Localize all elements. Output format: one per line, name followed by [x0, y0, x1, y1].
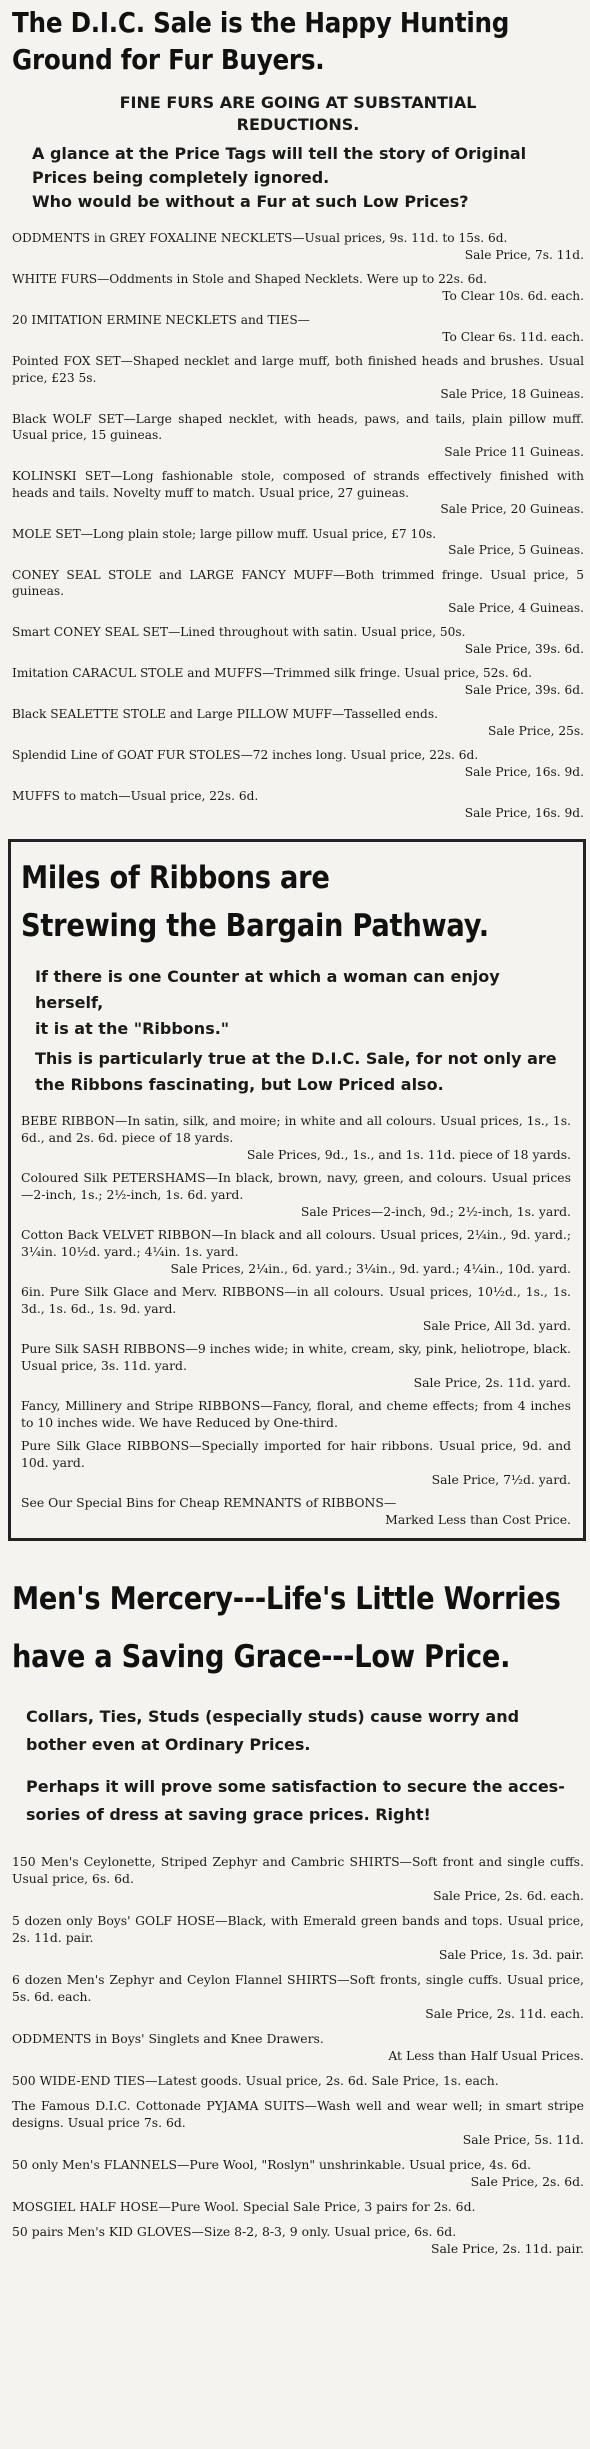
ribbons-intro-line-1: If there is one Counter at which a woman can enjoy herself,: [35, 967, 500, 1012]
mercery-headline-line-2: have a Saving Grace---Low Price.: [12, 1639, 511, 1675]
list-item: 6 dozen Men's Zephyr and Ceylon Flannel SHIRTS—Soft fronts, single cuffs. Usual price, 5s. 6d. each. Sale Price, 2s. 11d. each.: [12, 1972, 584, 2021]
list-item: Cotton Back VELVET RIBBON—In black and all colours. Usual prices, 2¼in., 9d. yard.; 3¼in. 10½d. yard.; 4¼in. 1s. yard. Sale Prices, 2¼in., 6d. yard.; 3¼in., 9d. yard.; 4¼in., 10d. yard.: [21, 1227, 571, 1276]
sale-price: Sale Price 11 Guineas.: [444, 444, 584, 459]
sale-price: Sale Price, 2s. 6d.: [470, 2174, 584, 2189]
list-item: Coloured Silk PETERSHAMS—In black, brown, navy, green, and colours. Usual prices—2-inch, 1s.; 2½-inch, 1s. 6d. yard. Sale Prices—2-inch, 9d.; 2½-inch, 1s. yard.: [21, 1170, 571, 1219]
sale-price: Marked Less than Cost Price.: [385, 1512, 571, 1527]
list-item: Imitation CARACUL STOLE and MUFFS—Trimmed silk fringe. Usual price, 52s. 6d. Sale Price, 39s. 6d.: [12, 666, 584, 697]
list-item: Pointed FOX SET—Shaped necklet and large muff, both finished heads and brushes. Usual price, £23 5s. Sale Price, 18 Guineas.: [12, 354, 584, 401]
furs-item-list: [12, 230, 584, 821]
sale-price: To Clear 10s. 6d. each.: [442, 288, 584, 303]
ribbons-intro-line-4: the Ribbons fascinating, but Low Priced also.: [35, 1075, 444, 1094]
mercery-item-list: [12, 1853, 584, 2257]
list-item: WHITE FURS—Oddments in Stole and Shaped Necklets. Were up to 22s. 6d. To Clear 10s. 6d. each.: [12, 272, 584, 303]
sale-price: Sale Price, 7s. 11d.: [464, 247, 584, 262]
ribbons-headline-line-2: Strewing the Bargain Pathway.: [21, 908, 489, 944]
list-item: Splendid Line of GOAT FUR STOLES—72 inches long. Usual price, 22s. 6d. Sale Price, 16s. 9d.: [12, 748, 584, 779]
sale-price: Sale Price, All 3d. yard.: [422, 1318, 571, 1333]
sale-price: Sale Price, 2s. 11d. each.: [425, 2006, 584, 2021]
list-item: Black SEALETTE STOLE and Large PILLOW MUFF—Tasselled ends. Sale Price, 25s.: [12, 707, 584, 738]
sale-price: Sale Prices, 2¼in., 6d. yard.; 3¼in., 9d. yard.; 4¼in., 10d. yard.: [170, 1261, 571, 1276]
list-item: ODDMENTS in Boys' Singlets and Knee Drawers. At Less than Half Usual Prices.: [12, 2031, 584, 2063]
list-item: MOLE SET—Long plain stole; large pillow muff. Usual price, £7 10s. Sale Price, 5 Guineas.: [12, 526, 584, 557]
sale-price: Sale Price, 2s. 11d. yard.: [413, 1375, 571, 1390]
list-item: Black WOLF SET—Large shaped necklet, with heads, paws, and tails, plain pillow muff. Usual price, 15 guineas. Sale Price 11 Guineas.: [12, 411, 584, 459]
furs-subhead-line-2: REDUCTIONS.: [236, 115, 360, 134]
list-item: 20 IMITATION ERMINE NECKLETS and TIES— To Clear 6s. 11d. each.: [12, 313, 584, 344]
list-item: See Our Special Bins for Cheap REMNANTS of RIBBONS— Marked Less than Cost Price.: [21, 1495, 571, 1527]
mercery-section: [12, 1575, 584, 2257]
list-item: 5 dozen only Boys' GOLF HOSE—Black, with Emerald green bands and tops. Usual price, 2s. 11d. pair. Sale Price, 1s. 3d. pair.: [12, 1913, 584, 1962]
list-item: ODDMENTS in GREY FOXALINE NECKLETS—Usual prices, 9s. 11d. to 15s. 6d. Sale Price, 7s. 11d.: [12, 231, 584, 262]
mercery-headline-line-1: Men's Mercery---Life's Little Worries: [12, 1581, 561, 1617]
sale-price: Sale Price, 4 Guineas.: [448, 600, 584, 615]
sale-price: Sale Price, 5 Guineas.: [448, 543, 584, 557]
mercery-intro-line-2: bother even at Ordinary Prices.: [26, 1735, 311, 1754]
furs-section: [12, 0, 584, 821]
sale-price: To Clear 6s. 11d. each.: [442, 329, 584, 344]
ribbons-intro-line-2: it is at the "Ribbons.": [35, 1019, 230, 1038]
list-item: BEBE RIBBON—In satin, silk, and moire; in white and all colours. Usual prices, 1s., 1s. 6d., and 2s. 6d. piece of 18 yards. Sale Prices, 9d., 1s., and 1s. 11d. piece of 18 yards.: [21, 1113, 571, 1162]
list-item: Fancy, Millinery and Stripe RIBBONS—Fancy, floral, and cheme effects; from 4 inches to 10 inches wide. We have Reduced by One-third.: [21, 1398, 571, 1430]
list-item: The Famous D.I.C. Cottonade PYJAMA SUITS—Wash well and wear well; in smart stripe designs. Usual price 7s. 6d. Sale Price, 5s. 11d.: [12, 2098, 584, 2147]
sale-price: Sale Prices—2-inch, 9d.; 2½-inch, 1s. yard.: [300, 1204, 571, 1219]
list-item: 50 pairs Men's KID GLOVES—Size 8-2, 8-3, 9 only. Usual price, 6s. 6d. Sale Price, 2s. 11d. pair.: [12, 2224, 584, 2256]
mercery-intro-line-1: Collars, Ties, Studs (especially studs) cause worry and: [26, 1707, 520, 1726]
sale-price: Sale Price, 16s. 9d.: [464, 764, 584, 779]
list-item: MOSGIEL HALF HOSE—Pure Wool. Special Sale Price, 3 pairs for 2s. 6d.: [12, 2199, 476, 2214]
list-item: 500 WIDE-END TIES—Latest goods. Usual price, 2s. 6d. Sale Price, 1s. each.: [12, 2073, 499, 2088]
sale-price: Sale Price, 2s. 11d. pair.: [431, 2241, 584, 2256]
ribbons-item-list: [21, 1112, 571, 1528]
ribbons-section: [8, 839, 586, 1541]
mercery-intro-line-4: sories of dress at saving grace prices. Right!: [26, 1805, 431, 1824]
furs-headline-line-2: Ground for Fur Buyers.: [12, 43, 325, 76]
mercery-intro-line-3: Perhaps it will prove some satisfaction to secure the acces-: [26, 1777, 565, 1796]
sale-price: Sale Price, 5s. 11d.: [462, 2132, 584, 2147]
furs-headline-line-1: The D.I.C. Sale is the Happy Hunting: [12, 6, 510, 39]
list-item: Smart CONEY SEAL SET—Lined throughout with satin. Usual price, 50s. Sale Price, 39s. 6d.: [12, 625, 584, 656]
sale-price: Sale Price, 18 Guineas.: [440, 387, 584, 401]
sale-price: Sale Price, 20 Guineas.: [440, 502, 584, 516]
furs-subhead-line-1: FINE FURS ARE GOING AT SUBSTANTIAL: [119, 93, 477, 112]
list-item: 150 Men's Ceylonette, Striped Zephyr and Cambric SHIRTS—Soft front and single cuffs. Usual price, 6s. 6d. Sale Price, 2s. 6d. each.: [12, 1854, 584, 1903]
ribbons-headline-line-1: Miles of Ribbons are: [21, 860, 330, 896]
list-item: KOLINSKI SET—Long fashionable stole, composed of strands effectively finished with heads and tails. Novelty muff to match. Usual price, 27 guineas. Sale Price, 20 Guineas.: [12, 469, 584, 516]
list-item: 6in. Pure Silk Glace and Merv. RIBBONS—in all colours. Usual prices, 10½d., 1s., 1s. 3d., 1s. 6d., 1s. 9d. yard. Sale Price, All 3d. yard.: [21, 1284, 571, 1333]
sale-price: Sale Price, 25s.: [488, 723, 584, 738]
list-item: CONEY SEAL STOLE and LARGE FANCY MUFF—Both trimmed fringe. Usual price, 5 guineas. Sale Price, 4 Guineas.: [12, 567, 584, 615]
sale-price: Sale Price, 39s. 6d.: [464, 641, 584, 656]
list-item: Pure Silk SASH RIBBONS—9 inches wide; in white, cream, sky, pink, heliotrope, black. Usual price, 3s. 11d. yard. Sale Price, 2s. 11d. yard.: [21, 1341, 571, 1390]
sale-price: Sale Price, 2s. 6d. each.: [433, 1888, 584, 1903]
list-item: 50 only Men's FLANNELS—Pure Wool, "Roslyn" unshrinkable. Usual price, 4s. 6d. Sale Price, 2s. 6d.: [12, 2157, 584, 2189]
ribbons-intro-line-3: This is particularly true at the D.I.C. Sale, for not only are: [35, 1049, 557, 1068]
sale-price: Sale Prices, 9d., 1s., and 1s. 11d. piece of 18 yards.: [246, 1147, 571, 1162]
furs-intro-line-2: Prices being completely ignored.: [32, 168, 330, 187]
sale-price: Sale Price, 16s. 9d.: [464, 805, 584, 820]
furs-intro-line-1: A glance at the Price Tags will tell the story of Original: [32, 144, 527, 163]
furs-intro-line-3: Who would be without a Fur at such Low Prices?: [32, 192, 469, 211]
sale-price: At Less than Half Usual Prices.: [388, 2048, 584, 2063]
list-item: MUFFS to match—Usual price, 22s. 6d. Sale Price, 16s. 9d.: [12, 789, 584, 820]
list-item: Pure Silk Glace RIBBONS—Specially imported for hair ribbons. Usual price, 9d. and 10d. yard. Sale Price, 7½d. yard.: [21, 1438, 571, 1487]
sale-price: Sale Price, 7½d. yard.: [431, 1472, 571, 1487]
sale-price: Sale Price, 1s. 3d. pair.: [438, 1947, 584, 1962]
sale-price: Sale Price, 39s. 6d.: [464, 682, 584, 697]
